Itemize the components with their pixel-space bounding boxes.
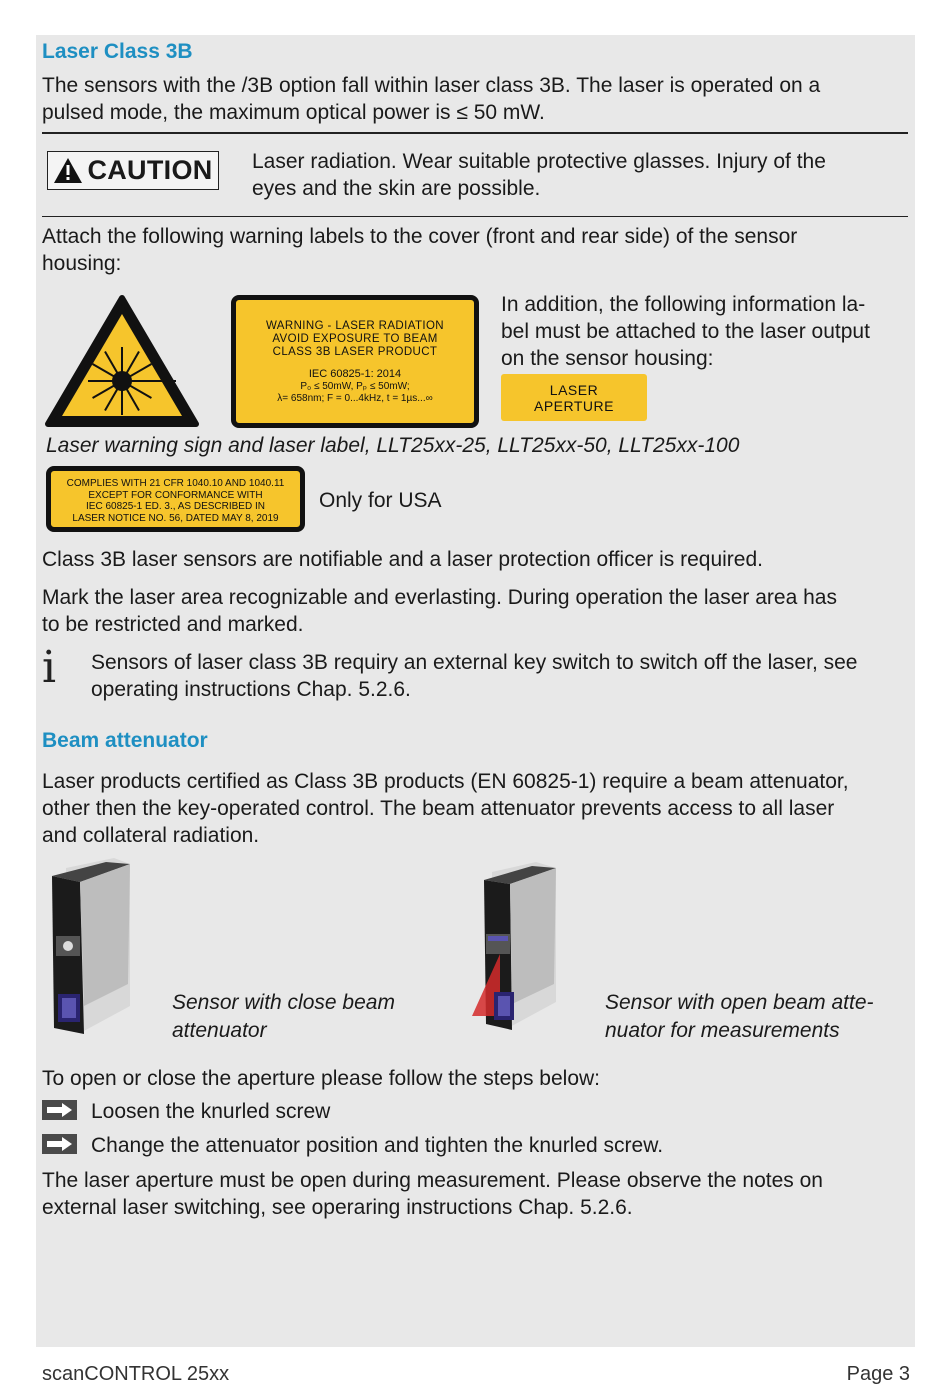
aperture-line-2: APERTURE	[534, 397, 614, 414]
notifiable-text: Class 3B laser sensors are notifiable and a laser protection officer is required.	[42, 548, 763, 571]
usa-label-line-3: IEC 60825-1 ED. 3., AS DESCRIBED IN	[86, 501, 265, 512]
step-1-text: Loosen the knurled screw	[91, 1100, 331, 1123]
intro-line-2: pulsed mode, the maximum optical power is ≤ 50 mW.	[42, 101, 545, 124]
step-arrow-icon	[42, 1100, 77, 1120]
open-caption-line-1: Sensor with open beam atte-	[605, 991, 874, 1014]
step-2-text: Change the attenuator position and tighten the knurled screw.	[91, 1134, 664, 1157]
laser-warning-sign-icon	[44, 294, 200, 430]
step-arrow-icon	[42, 1134, 77, 1154]
heading-laser-class: Laser Class 3B	[42, 40, 193, 63]
caution-text-line-1: Laser radiation. Wear suitable protective glasses. Injury of the	[252, 150, 826, 173]
labels-intro-line-2: housing:	[42, 252, 122, 275]
usa-label-line-1: COMPLIES WITH 21 CFR 1040.10 AND 1040.11	[66, 478, 285, 489]
labels-intro-line-1: Attach the following warning labels to the cover (front and rear side) of the sensor	[42, 225, 798, 248]
info-icon: i	[42, 642, 57, 693]
warning-triangle-icon	[53, 157, 83, 184]
caution-text-line-2: eyes and the skin are possible.	[252, 177, 541, 200]
mark-area-line-1: Mark the laser area recognizable and everlasting. During operation the laser area has	[42, 586, 837, 609]
divider-top	[42, 132, 908, 134]
closing-line-1: The laser aperture must be open during measurement. Please observe the notes on	[42, 1169, 823, 1192]
laser-label-line-4: IEC 60825-1: 2014	[308, 368, 402, 380]
beam-text-line-2: other then the key-operated control. The beam attenuator prevents access to all laser	[42, 797, 835, 820]
laser-label-line-2: AVOID EXPOSURE TO BEAM	[272, 333, 438, 345]
sensor-open-photo	[470, 862, 562, 1034]
aperture-line-1: LASER	[549, 381, 599, 398]
usa-only-note: Only for USA	[319, 489, 442, 512]
laser-warning-label	[231, 295, 479, 428]
info-note-line-1: Sensors of laser class 3B requiry an external key switch to switch off the laser, see	[91, 651, 858, 674]
beam-text-line-1: Laser products certified as Class 3B products (EN 60825-1) require a beam attenuator,	[42, 770, 849, 793]
caution-label: CAUTION	[87, 155, 213, 185]
closed-caption-line-1: Sensor with close beam	[172, 991, 395, 1014]
closing-line-2: external laser switching, see operaring instructions Chap. 5.2.6.	[42, 1196, 633, 1219]
usa-label-line-2: EXCEPT FOR CONFORMANCE WITH	[88, 489, 263, 501]
info-label-line-3: on the sensor housing:	[501, 347, 714, 370]
laser-label-line-3: CLASS 3B LASER PRODUCT	[272, 346, 438, 358]
labels-caption: Laser warning sign and laser label, LLT25xx-25, LLT25xx-50, LLT25xx-100	[46, 434, 740, 457]
heading-beam-attenuator: Beam attenuator	[42, 729, 208, 752]
open-caption-line-2: nuator for measurements	[605, 1019, 840, 1042]
steps-intro: To open or close the aperture please follow the steps below:	[42, 1067, 601, 1090]
laser-label-line-6: λ= 658nm; F = 0...4kHz, t = 1µs...∞	[277, 393, 433, 404]
footer-page-number: Page 3	[846, 1363, 910, 1385]
usa-compliance-label	[46, 466, 305, 532]
info-note-line-2: operating instructions Chap. 5.2.6.	[91, 678, 411, 701]
info-label-line-1: In addition, the following information la-	[501, 293, 866, 316]
footer-product-name: scanCONTROL 25xx	[42, 1363, 230, 1385]
laser-label-line-5: P₀ ≤ 50mW, Pₚ ≤ 50mW;	[300, 381, 410, 392]
beam-text-line-3: and collateral radiation.	[42, 824, 260, 847]
caution-badge	[47, 151, 219, 190]
info-label-line-2: bel must be attached to the laser output	[501, 320, 870, 343]
laser-label-line-1: WARNING - LASER RADIATION	[265, 320, 445, 332]
divider-mid	[42, 216, 908, 217]
sensor-closed-photo	[44, 856, 136, 1038]
mark-area-line-2: to be restricted and marked.	[42, 613, 304, 636]
closed-caption-line-2: attenuator	[172, 1019, 267, 1042]
usa-label-line-4: LASER NOTICE NO. 56, DATED MAY 8, 2019	[72, 512, 279, 524]
intro-line-1: The sensors with the /3B option fall within laser class 3B. The laser is operated on a	[42, 74, 821, 97]
laser-aperture-label	[501, 374, 647, 421]
